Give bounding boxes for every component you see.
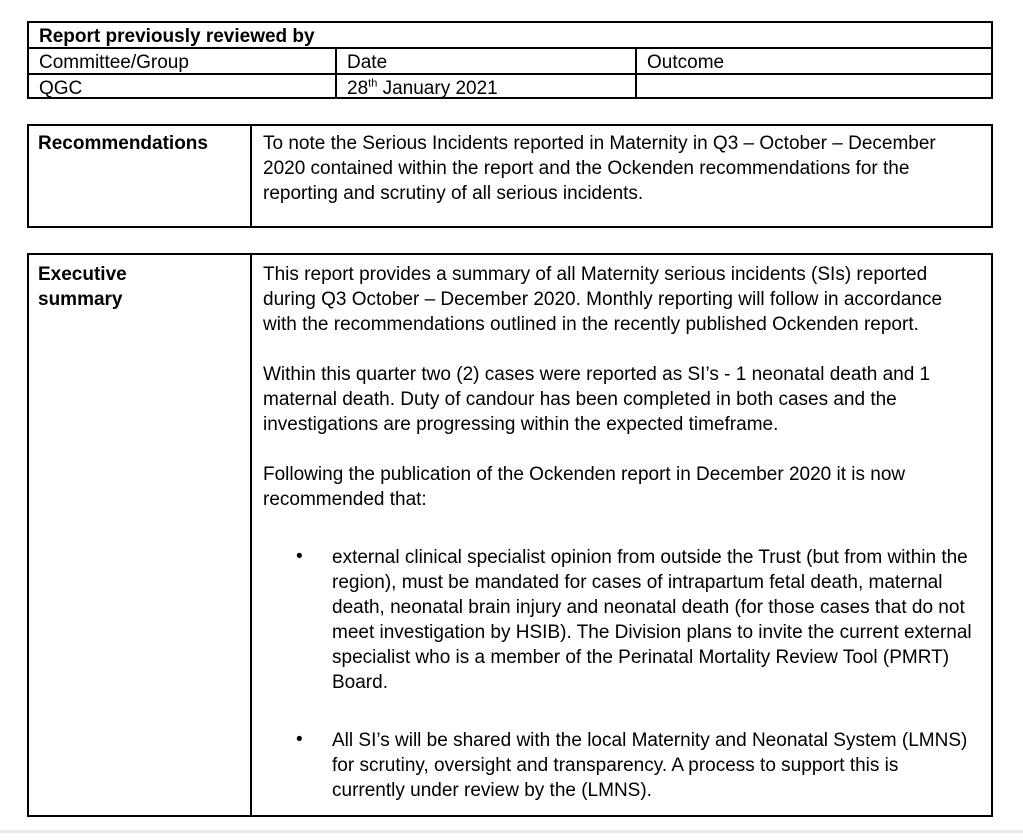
summary-paragraph: Following the publication of the Ockenden report in December 2020 it is now recommended that: — [263, 464, 906, 510]
executive-summary-label: Executive summary — [38, 264, 127, 310]
table-row — [29, 73, 991, 97]
bullet-text: All SI’s will be shared with the local Maternity and Neonatal System (LMNS) for scrutiny, oversight and transparency. A process to support this is currently under review by the (LMNS). — [332, 730, 968, 801]
review-table-title-row — [29, 23, 991, 47]
review-outcome-value — [635, 75, 991, 97]
recommendation-list — [263, 545, 975, 803]
review-table-header-row — [29, 47, 991, 73]
column-header-date: Date — [335, 49, 635, 73]
review-table-title: Report previously reviewed by — [39, 26, 315, 47]
review-date-month-year: January 2021 — [377, 78, 498, 99]
list-item — [263, 545, 975, 695]
review-committee-value: QGC — [39, 78, 83, 99]
column-header-committee-group: Committee/Group — [39, 52, 189, 73]
review-date-day: 28 — [347, 78, 369, 99]
bullet-icon: • — [296, 729, 303, 750]
summary-paragraph: This report provides a summary of all Maternity serious incidents (SIs) reported during Q3 October – December 2020. Monthly reporting will follow in accordance with the recommendations outlined in the recently published Ockenden report. — [263, 264, 943, 335]
recommendations-text: To note the Serious Incidents reported in Maternity in Q3 – October – December 2020 contained within the report and the Ockenden recommendations for the reporting and scrutiny of all serious incidents. — [250, 126, 991, 226]
recommendations-row — [29, 126, 991, 226]
bullet-text: external clinical specialist opinion from outside the Trust (but from within the region), must be mandated for cases of intrapartum fetal death, maternal death, neonatal brain injury and neonatal death (for those cases that do not meet investigation by HSIB). The Division plans to invite the current external specialist who is a member of the Perinatal Mortality Review Tool (PMRT) Board. — [332, 547, 972, 693]
review-date-value — [335, 75, 635, 97]
review-table — [27, 21, 993, 99]
review-date-ordinal: th — [368, 77, 378, 90]
list-item — [263, 728, 975, 803]
bullet-icon: • — [296, 546, 303, 567]
page-edge-divider — [0, 830, 1023, 833]
executive-summary-table — [27, 253, 993, 817]
summary-paragraph: Within this quarter two (2) cases were reported as SI’s - 1 neonatal death and 1 maternal death. Duty of candour has been completed in both cases and the investigations are progressing within the expected timeframe. — [263, 364, 931, 435]
executive-summary-content — [263, 262, 975, 803]
recommendations-table — [27, 124, 993, 228]
column-header-outcome: Outcome — [635, 49, 991, 73]
column-divider — [250, 255, 252, 815]
recommendations-label: Recommendations — [38, 133, 208, 154]
